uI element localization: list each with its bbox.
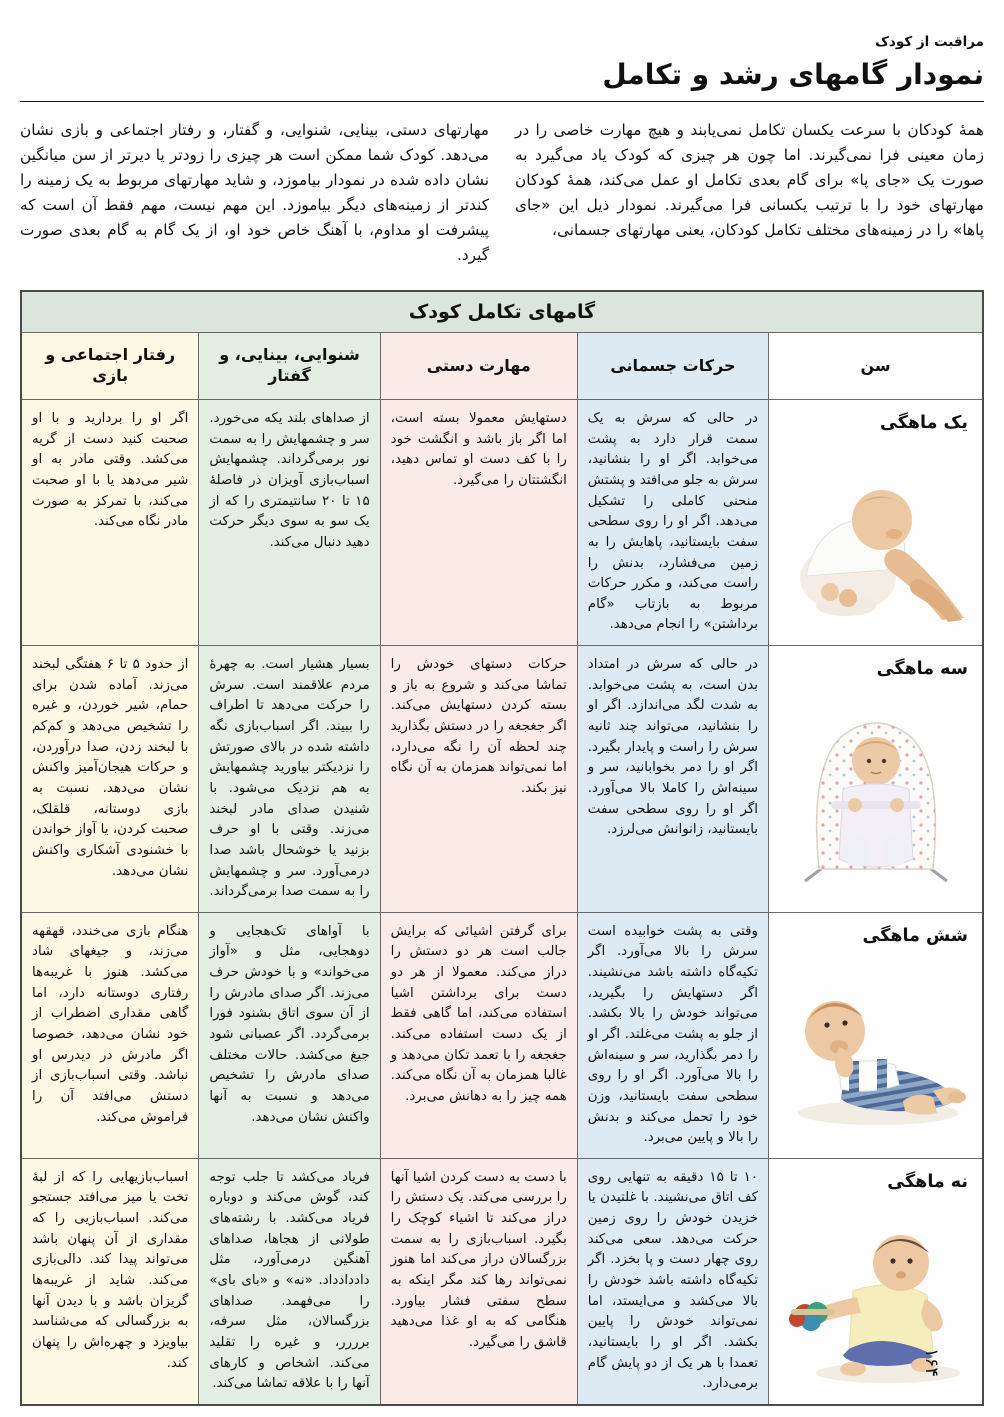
intro-paragraphs [20,118,984,268]
baby-nine-months-photo [769,1198,982,1404]
manual-cell: حرکات دستهای خودش را تماشا می‌کند و شروع به باز و بسته کردن دستهایش می‌کند. اگر جغجغه را در دستش بگذارید چند لحظه آن را نگه می‌دارد، اما نمی‌تواند همزمان به آن نگاه نیز بکند. [381,646,577,912]
baby-one-month-photo [769,439,982,645]
social-cell: هنگام بازی می‌خندد، قهقهه می‌زند، و جیغهای شاد می‌کشد. هنوز با غریبه‌ها رفتاری دوستانه دارد، اما گاهی مقداری اضطراب از خود نشان می‌دهد، خصوصا اگر مادرش در دیدرس او نباشد. وقتی اسباب‌بازی از دستش می‌افتد آن را فراموش می‌کند. [22,913,198,1158]
physical-cell: ۱۰ تا ۱۵ دقیقه به تنهایی روی کف اتاق می‌نشیند. با غلتیدن یا خزیدن خودش را روی زمین حرکت می‌دهد. سعی می‌کند روی چهار دست و پا بخزد. اگر تکیه‌گاه داشته باشد خودش را بالا می‌کشد و می‌ایستد، اما نمی‌تواند خودش را پایین بکشد. اگر او را بایستانید، تعمدا با هر یک از دو پایش گام برمی‌دارد. [578,1159,768,1404]
development-steps-table [20,290,984,1405]
column-header-manual: مهارت دستی [381,333,577,399]
age-label: نه ماهگی [887,1171,968,1192]
hearing-cell: فریاد می‌کشد تا جلب توجه کند، گوش می‌کند و دوباره فریاد می‌کشد. با رشته‌های طولانی از هجاها، صداهای آهنگین درمی‌آورد، مثل داددادداد. «نه» و «بای بای» را می‌فهمد. صداهای بزرگسالان، مثل سرفه، برررر، و غیره را تقلید می‌کند. اشخاص و کارهای آنها را با علاقه تماشا می‌کند. [199,1159,379,1404]
table-row-age-cell [769,400,982,645]
page-title: نمودار گامهای رشد و تکامل [602,58,984,91]
hearing-cell: بسیار هشیار است. به چهرهٔ مردم علاقمند است. سرش را حرکت می‌دهد تا اطراف را ببیند. اگر اسباب‌بازی نگه داشته شده در بالای صورتش را نزدیکتر بیاورید چشمهایش به هم نزدیک می‌شود. با شنیدن صدای مادر لبخند می‌زند. وقتی با او حرف بزنید یا خوشحال باشد صدا درمی‌آورد. سر و چشمهایش را به سمت صدا برمی‌گرداند. [199,646,379,912]
table-row-age-cell [769,646,982,912]
table-title: گامهای تکامل کودک [22,292,982,332]
hearing-cell: از صداهای بلند یکه می‌خورد. سر و چشمهایش را به سمت نور برمی‌گرداند. چشمهایش اسباب‌بازی آویزان در فاصلهٔ ۱۵ تا ۲۰ سانتیمتری را که از یک سو به سوی دیگر حرکت دهید دنبال می‌کند. [199,400,379,645]
title-divider [20,101,984,102]
column-header-hearing: شنوایی، بینایی، و گفتار [199,333,379,399]
intro-column-left: مهارتهای دستی، بینایی، شنوایی، و گفتار، و رفتار اجتماعی و بازی نشان می‌دهد. کودک شما ممکن است هر چیزی را زودتر یا دیرتر از سن میانگین نشان داده شده در نمودار بیاموزد، و شاید مهارتهای مربوط به یک زمینه را کندتر از زمینه‌های دیگر بیاموزد. این مهم نیست، مهم فقط آن است که پیشرفت او مداوم، با آهنگ خاص خود او، از یک گام به گام بعدی صورت گیرد. [20,121,489,265]
page-number: ۱۶۴ [920,1347,942,1378]
age-label: یک ماهگی [879,413,968,434]
social-cell: اسباب‌بازیهایی را که از لبهٔ تخت یا میز می‌افتد جستجو می‌کند. اسباب‌بازیی را که مقداری از آن پنهان باشد می‌تواند پیدا کند. دالی‌بازی می‌کند. شاید از غریبه‌ها گریزان باشد و با دیدن آنها به بزرگسالی که می‌شناسد بیاویزد و چهره‌اش را پنهان کند. [22,1159,198,1404]
baby-six-months-photo [769,952,982,1158]
social-cell: اگر او را بردارید و با او صحبت کنید دست از گریه می‌کشد. وقتی مادر به او شیر می‌دهد یا با او صحبت می‌کند، با تمرکز به صورت مادر نگاه می‌کند. [22,400,198,645]
intro-column-right: همهٔ کودکان با سرعت یکسان تکامل نمی‌یابند و هیچ مهارت خاصی را در زمان معینی فرا نمی‌گیرند. اما چون هر چیزی که کودک یاد می‌گیرد به صورت یک «جای پا» برای گام بعدی تکامل او عمل می‌کند، همهٔ کودکان مهارتهای خود را با ترتیب یکسانی فرا می‌گیرند. نمودار ذیل این «جای پاها» را در زمینه‌های مختلف تکامل کودکان، یعنی مهارتهای جسمانی، [515,121,984,240]
manual-cell: با دست به دست کردن اشیا آنها را بررسی می‌کند. یک دستش را دراز می‌کند تا اشیاء کوچک را بگیرد. اسباب‌بازی را به سمت بزرگسالان دراز می‌کند اما هنوز نمی‌تواند رها کند مگر اینکه به سطح سفتی فشار بیاورد. هنگامی که به او غذا می‌دهید قاشق را می‌گیرد. [381,1159,577,1404]
table-row-age-cell [769,1159,982,1404]
baby-three-months-photo [769,685,982,912]
physical-cell: وقتی به پشت خوابیده است سرش را بالا می‌آورد. اگر تکیه‌گاه داشته باشد می‌نشیند. اگر دستهایش را بگیرید، می‌تواند خودش را بالا بکشد. از جلو به پشت می‌غلتد. اگر او را دمر بگذارید، سر و سینه‌اش را بالا می‌آورد. اگر او را روی سطحی سفت بایستانید، وزن خود را تحمل می‌کند و بدنش را بالا و پایین می‌برد. [578,913,768,1158]
column-header-age: سن [769,333,982,399]
hearing-cell: با آواهای تک‌هجایی و دوهجایی، مثل و «آواز می‌خواند» و با خودش حرف می‌زند. اگر صدای مادرش را از آن سوی اتاق بشنود فورا برمی‌گردد. اگر عصبانی شود جیغ می‌کشد. حالات مختلف صدای مادرش را تشخیص می‌دهد و نسبت به آنها واکنش نشان می‌دهد. [199,913,379,1158]
age-label: شش ماهگی [862,925,968,946]
physical-cell: در حالی که سرش در امتداد بدن است، به پشت می‌خوابد. به شدت لگد می‌اندازد. اگر او را بنشانید، می‌تواند چند ثانیه سرش را راست و پایدار بگیرد. اگر او را دمر بخوابانید، سر و سینه‌اش را کاملا بالا می‌آورد. اگر او را روی سطحی سفت بایستانید، زانوانش می‌لرزد. [578,646,768,912]
section-kicker: مراقبت از کودک [875,34,984,50]
age-label: سه ماهگی [876,659,968,680]
manual-cell: دستهایش معمولا بسته است، اما اگر باز باشد و انگشت خود را با کف دست او تماس دهید، انگشتتان را می‌گیرد. [381,400,577,645]
page-header [20,34,984,91]
table-row-age-cell [769,913,982,1158]
column-header-physical: حرکات جسمانی [578,333,768,399]
physical-cell: در حالی که سرش به یک سمت قرار دارد به پشت می‌خوابد. اگر او را بنشانید، سرش به جلو می‌افتد و پشتش منحنی کاملی را تشکیل می‌دهد. اگر او را روی سطحی سفت بایستانید، پاهایش را به زمین می‌فشارد، بدنش را راست می‌کند، و مکرر حرکات مربوط به بازتاب «گام برداشتن» را انجام می‌دهد. [578,400,768,645]
manual-cell: برای گرفتن اشیائی که برایش جالب است هر دو دستش را دراز می‌کند. معمولا از هر دو دست برای برداشتن اشیا استفاده می‌کند، اما گاهی فقط از یک دست استفاده می‌کند. جغجغه را با تعمد تکان می‌دهد و غالبا همزمان به آن نگاه می‌کند. همه چیز را به دهانش می‌برد. [381,913,577,1158]
column-header-social: رفتار اجتماعی و بازی [22,333,198,399]
social-cell: از حدود ۵ تا ۶ هفتگی لبخند می‌زند. آماده شدن برای حمام، شیر خوردن، و غیره را تشخیص می‌دهد و کم‌کم با لبخند زدن، صدا درآوردن، و حرکات هیجان‌آمیز واکنش نشان می‌دهد. نسبت به بازی دوستانه، قلقلک، صحبت کردن، یا آواز خواندن با خشنودی آشکاری واکنش نشان می‌دهد. [22,646,198,912]
